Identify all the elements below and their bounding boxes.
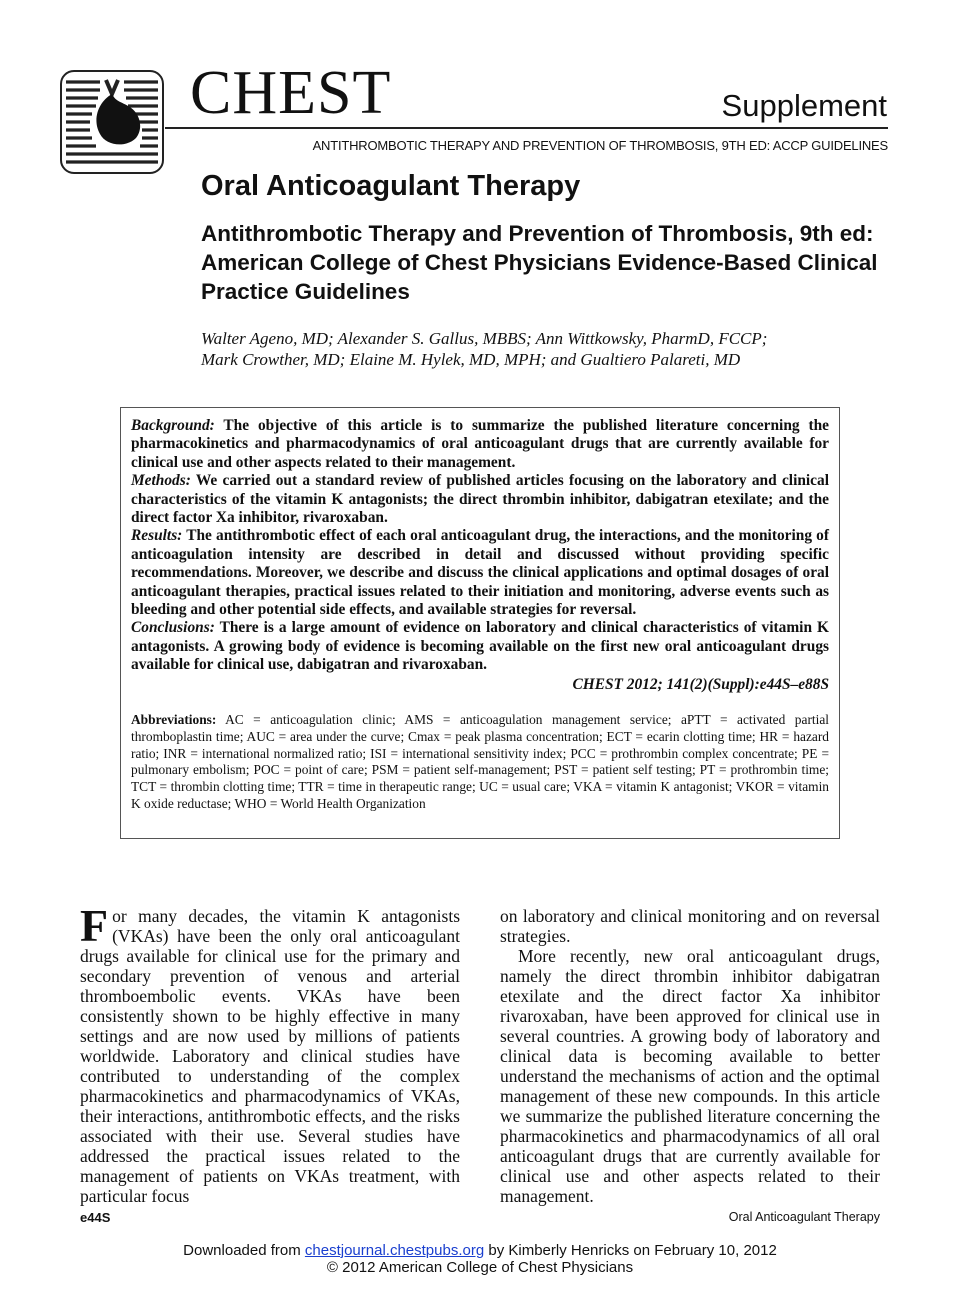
conclusions-text: There is a large amount of evidence on laboratory and clinical characteristics of vitamin K antagonists. A growing body of evidence is becoming available on the first new oral anticoagulant drugs available for clinical use, dabigatran and rivaroxaban. xyxy=(131,619,829,674)
results-label: Results: xyxy=(131,527,183,545)
methods-text: We carried out a standard review of published articles focusing on the laboratory and clinical characteristics of the vitamin K antagonists; the direct thrombin inhibitor, dabigatran etexilate; and the direct factor Xa inhibitor, rivaroxaban. xyxy=(131,472,829,527)
article-title: Oral Anticoagulant Therapy xyxy=(201,170,581,202)
body-column-left xyxy=(80,900,460,1206)
download-notice xyxy=(0,1242,960,1259)
methods-label: Methods: xyxy=(131,472,191,490)
abbreviations-label: Abbreviations: xyxy=(131,712,217,728)
background-label: Background: xyxy=(131,417,215,434)
abbreviations-text: AC = anticoagulation clinic; AMS = anticoagulation management service; aPTT = activated partial thromboplastin time; AUC = area under the curve; Cmax = peak plasma concentration; ECT = ecarin clotting time; HR = hazard ratio; INR = international normalized ratio; ISI = international sensitivity index; PCC = prothrombin complex concentrate; PE = pulmonary embolism; POC = point of care; PSM = patient self-management; PST = patient self testing; PT = prothrombin time; TCT = thrombin clotting time; TTR = time in therapeutic range; UC = usual care; VKA = vitamin K antagonist; VKOR = vitamin K oxide reductase; WHO = World Health Organization xyxy=(131,712,830,812)
journal-site-link[interactable]: chestjournal.chestpubs.org xyxy=(304,1242,485,1259)
abstract-background xyxy=(131,417,829,472)
abstract-methods xyxy=(131,472,829,527)
conclusions-label: Conclusions: xyxy=(131,619,215,637)
lungs-heart-icon xyxy=(62,72,162,172)
journal-logo xyxy=(60,70,164,174)
intro-text: or many decades, the vitamin K antagonists (VKAs) have been the only oral anticoagulant drugs available for clinical use for the primary and secondary prevention of venous and arterial thromboembolic events. VKAs have been consistently shown to be highly effective in many settings and are now used by millions of patients worldwide. Laboratory and clinical studies have contributed to understanding of the complex pharmacokinetics and pharmacodynamics of VKAs, their interactions, antithrombotic effects, and the risks associated with their use. Several studies have addressed the practical issues related to the management of patients on VKAs treatment, with particular focus xyxy=(80,906,460,1206)
download-suffix: by Kimberly Henricks on February 10, 2012 xyxy=(488,1242,777,1259)
page-number: e44S xyxy=(80,1210,111,1225)
abstract-box xyxy=(120,407,840,839)
continued-paragraph: on laboratory and clinical monitoring and on reversal strategies. xyxy=(500,906,880,946)
results-text: The antithrombotic effect of each oral anticoagulant drug, the interactions, and the monitoring of anticoagulation intensity are described in detail and discussed without providing specific recommendations. Moreover, we describe and discuss the clinical applications and optimal dosages of oral anticoagulant therapies, practical issues related to their initiation and monitoring, adverse events such as bleeding and other potential side effects, and available strategies for reversal. xyxy=(131,527,829,619)
article-subtitle: Antithrombotic Therapy and Prevention of Thrombosis, 9th ed: American College of Chest Physicians Evidence-Based Clinical Practice Guidelines xyxy=(201,221,878,304)
running-title: Oral Anticoagulant Therapy xyxy=(728,1210,880,1224)
citation: CHEST 2012; 141(2)(Suppl):e44S–e88S xyxy=(572,675,829,693)
abstract-conclusions xyxy=(131,619,829,674)
authors-line-1: Walter Ageno, MD; Alexander S. Gallus, MBBS; Ann Wittkowsky, PharmD, FCCP; xyxy=(201,329,768,348)
intro-paragraph xyxy=(80,900,460,1206)
second-paragraph: More recently, new oral anticoagulant drugs, namely the direct thrombin inhibitor dabigatran etexilate and the direct factor Xa inhibitor rivaroxaban, have been approved for clinical use in several countries. A growing body of laboratory and clinical data is becoming available to better understand the mechanisms of action and the optimal management of these new compounds. In this article we summarize the published literature concerning the pharmacokinetics and pharmacodynamics of all oral anticoagulant drugs that are currently available for clinical use and other aspects related to their management. xyxy=(500,946,880,1206)
drop-cap: F xyxy=(80,900,109,951)
abstract-results xyxy=(131,527,829,619)
download-prefix: Downloaded from xyxy=(183,1242,301,1259)
header-rule xyxy=(165,127,888,129)
authors-line-2: Mark Crowther, MD; Elaine M. Hylek, MD, MPH; and Gualtiero Palareti, MD xyxy=(201,350,741,369)
abbreviations xyxy=(131,712,829,813)
journal-name: CHEST xyxy=(190,59,392,127)
series-line: ANTITHROMBOTIC THERAPY AND PREVENTION OF THROMBOSIS, 9TH ED: ACCP GUIDELINES xyxy=(312,138,888,153)
supplement-label: Supplement xyxy=(721,88,887,123)
copyright-notice: © 2012 American College of Chest Physicians xyxy=(326,1259,634,1276)
background-text: The objective of this article is to summarize the published literature concerning the pharmacokinetics and pharmacodynamics of oral anticoagulant drugs that are currently available for clinical use and other aspects related to their management. xyxy=(131,417,829,471)
body-column-right xyxy=(500,906,880,1206)
author-list xyxy=(201,328,861,370)
